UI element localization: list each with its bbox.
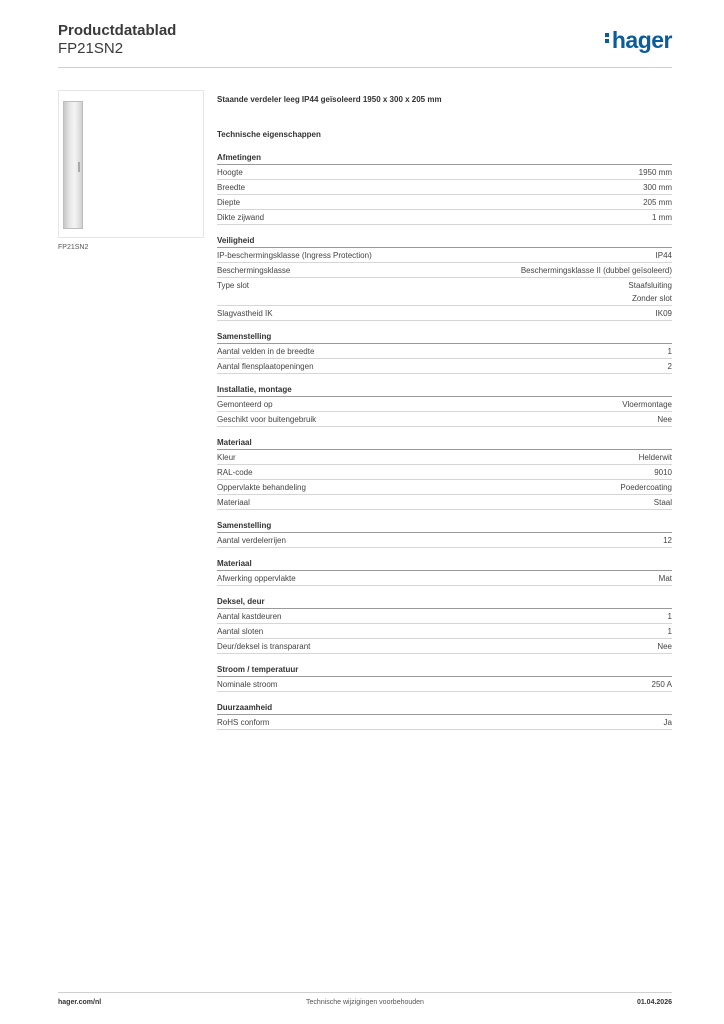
product-code: FP21SN2 — [58, 40, 124, 57]
spec-section — [217, 437, 672, 510]
spec-value-line: Helderwit — [638, 453, 672, 462]
spec-row — [217, 359, 672, 374]
spec-row — [217, 278, 672, 306]
section-title: Deksel, deur — [217, 596, 672, 609]
spec-row — [217, 195, 672, 210]
spec-label: Afwerking oppervlakte — [217, 574, 296, 583]
spec-value — [652, 678, 672, 691]
section-title: Duurzaamheid — [217, 702, 672, 715]
spec-value-line: 1950 mm — [638, 168, 672, 177]
spec-sections — [217, 152, 672, 730]
spec-value-line: Staafsluiting — [628, 281, 672, 290]
spec-row — [217, 210, 672, 225]
spec-value-line: 2 — [667, 362, 672, 371]
spec-value-line: 300 mm — [643, 183, 672, 192]
spec-label: Aantal sloten — [217, 627, 264, 636]
spec-value — [643, 181, 672, 194]
spec-row — [217, 344, 672, 359]
spec-value — [639, 166, 672, 179]
spec-value-line: Poedercoating — [620, 483, 672, 492]
spec-value-line: 1 mm — [652, 213, 672, 222]
spec-value-line: Mat — [658, 574, 672, 583]
spec-label: Aantal verdelerrijen — [217, 536, 286, 545]
spec-label: IP-beschermingsklasse (Ingress Protection) — [217, 251, 372, 260]
spec-label: Diepte — [217, 198, 241, 207]
spec-section — [217, 702, 672, 730]
spec-row — [217, 180, 672, 195]
spec-value — [620, 481, 672, 494]
footer-website-link[interactable]: hager.com/nl — [58, 999, 102, 1006]
spec-value-line: IK09 — [655, 309, 672, 318]
spec-value-line: 1 — [667, 612, 672, 621]
spec-value — [664, 716, 672, 729]
spec-label: Oppervlakte behandeling — [217, 483, 306, 492]
spec-section — [217, 664, 672, 692]
spec-row — [217, 306, 672, 321]
cabinet-picture — [63, 101, 83, 229]
section-title: Installatie, montage — [217, 384, 672, 397]
document-header — [58, 22, 176, 58]
spec-value — [668, 345, 672, 358]
section-title: Veiligheid — [217, 235, 672, 248]
hager-logo — [605, 27, 672, 54]
spec-section — [217, 558, 672, 586]
spec-value — [668, 625, 672, 638]
spec-row — [217, 533, 672, 548]
spec-row — [217, 263, 672, 278]
section-title: Afmetingen — [217, 152, 672, 165]
section-title: Materiaal — [217, 558, 672, 571]
spec-section — [217, 596, 672, 654]
spec-row — [217, 495, 672, 510]
section-title: Materiaal — [217, 437, 672, 450]
spec-label: Dikte zijwand — [217, 213, 265, 222]
spec-section — [217, 331, 672, 374]
spec-value-line: 1 — [667, 347, 672, 356]
spec-value-line: Vloermontage — [622, 400, 672, 409]
spec-row — [217, 165, 672, 180]
spec-value — [663, 534, 672, 547]
spec-value-line: Zonder slot — [631, 294, 672, 303]
spec-value — [656, 249, 672, 262]
spec-label: Nominale stroom — [217, 680, 278, 689]
spec-label: Type slot — [217, 281, 250, 290]
section-title: Samenstelling — [217, 520, 672, 533]
spec-value-line: Beschermingsklasse II (dubbel geïsoleerd) — [520, 266, 672, 275]
spec-value — [628, 279, 672, 305]
spec-row — [217, 248, 672, 263]
spec-row — [217, 609, 672, 624]
spec-value — [652, 211, 672, 224]
spec-value-line: Staal — [653, 498, 672, 507]
spec-value-line: 12 — [663, 536, 672, 545]
footer-date: 01.04.2026 — [636, 999, 672, 1006]
spec-value — [639, 451, 672, 464]
spec-value — [643, 196, 672, 209]
spec-label: Deur/deksel is transparant — [217, 642, 311, 651]
spec-label: Aantal kastdeuren — [217, 612, 282, 621]
product-image — [58, 90, 204, 238]
spec-value — [656, 307, 672, 320]
cabinet-handle — [78, 162, 80, 172]
spec-label: Kleur — [217, 453, 236, 462]
section-title: Stroom / temperatuur — [217, 664, 672, 677]
spec-value — [657, 640, 672, 653]
spec-value-line: 205 mm — [643, 198, 672, 207]
spec-label: RoHS conform — [217, 718, 270, 727]
spec-row — [217, 624, 672, 639]
spec-value-line: Nee — [657, 415, 672, 424]
spec-section — [217, 520, 672, 548]
spec-value-line: Ja — [663, 718, 672, 727]
spec-row — [217, 639, 672, 654]
spec-label: RAL-code — [217, 468, 253, 477]
spec-label: Slagvastheid IK — [217, 309, 273, 318]
spec-label: Hoogte — [217, 168, 243, 177]
spec-value — [622, 398, 672, 411]
spec-value-line: Nee — [657, 642, 672, 651]
spec-section — [217, 152, 672, 225]
spec-row — [217, 677, 672, 692]
image-caption: FP21SN2 — [58, 244, 89, 251]
spec-value — [668, 360, 672, 373]
product-description: Staande verdeler leeg IP44 geïsoleerd 1950 x 300 x 205 mm — [217, 95, 442, 104]
section-title: Samenstelling — [217, 331, 672, 344]
spec-section — [217, 235, 672, 321]
spec-row — [217, 480, 672, 495]
spec-section — [217, 384, 672, 427]
spec-label: Geschikt voor buitengebruik — [217, 415, 317, 424]
specifications — [217, 95, 672, 740]
spec-value-line: IP44 — [655, 251, 672, 260]
footer-disclaimer: Technische wijzigingen voorbehouden — [306, 999, 424, 1006]
technical-properties-title: Technische eigenschappen — [217, 130, 321, 139]
footer-divider — [58, 992, 672, 993]
spec-label: Breedte — [217, 183, 246, 192]
spec-row — [217, 412, 672, 427]
spec-label: Materiaal — [217, 498, 250, 507]
spec-row — [217, 465, 672, 480]
spec-value — [654, 466, 672, 479]
spec-label: Aantal velden in de breedte — [217, 347, 315, 356]
spec-value — [657, 413, 672, 426]
spec-value — [668, 610, 672, 623]
logo-text: hager — [611, 27, 672, 53]
spec-value-line: 250 A — [651, 680, 672, 689]
spec-label: Aantal flensplaatopeningen — [217, 362, 314, 371]
spec-value-line: 9010 — [654, 468, 672, 477]
spec-label: Beschermingsklasse — [217, 266, 291, 275]
spec-value — [654, 496, 672, 509]
document-title: Productdatablad — [58, 22, 177, 39]
spec-value-line: 1 — [667, 627, 672, 636]
spec-value — [521, 264, 672, 277]
logo-dots-icon — [605, 31, 610, 45]
header-divider — [58, 67, 672, 68]
spec-row — [217, 571, 672, 586]
spec-row — [217, 450, 672, 465]
spec-value — [659, 572, 672, 585]
spec-row — [217, 397, 672, 412]
spec-row — [217, 715, 672, 730]
spec-label: Gemonteerd op — [217, 400, 273, 409]
